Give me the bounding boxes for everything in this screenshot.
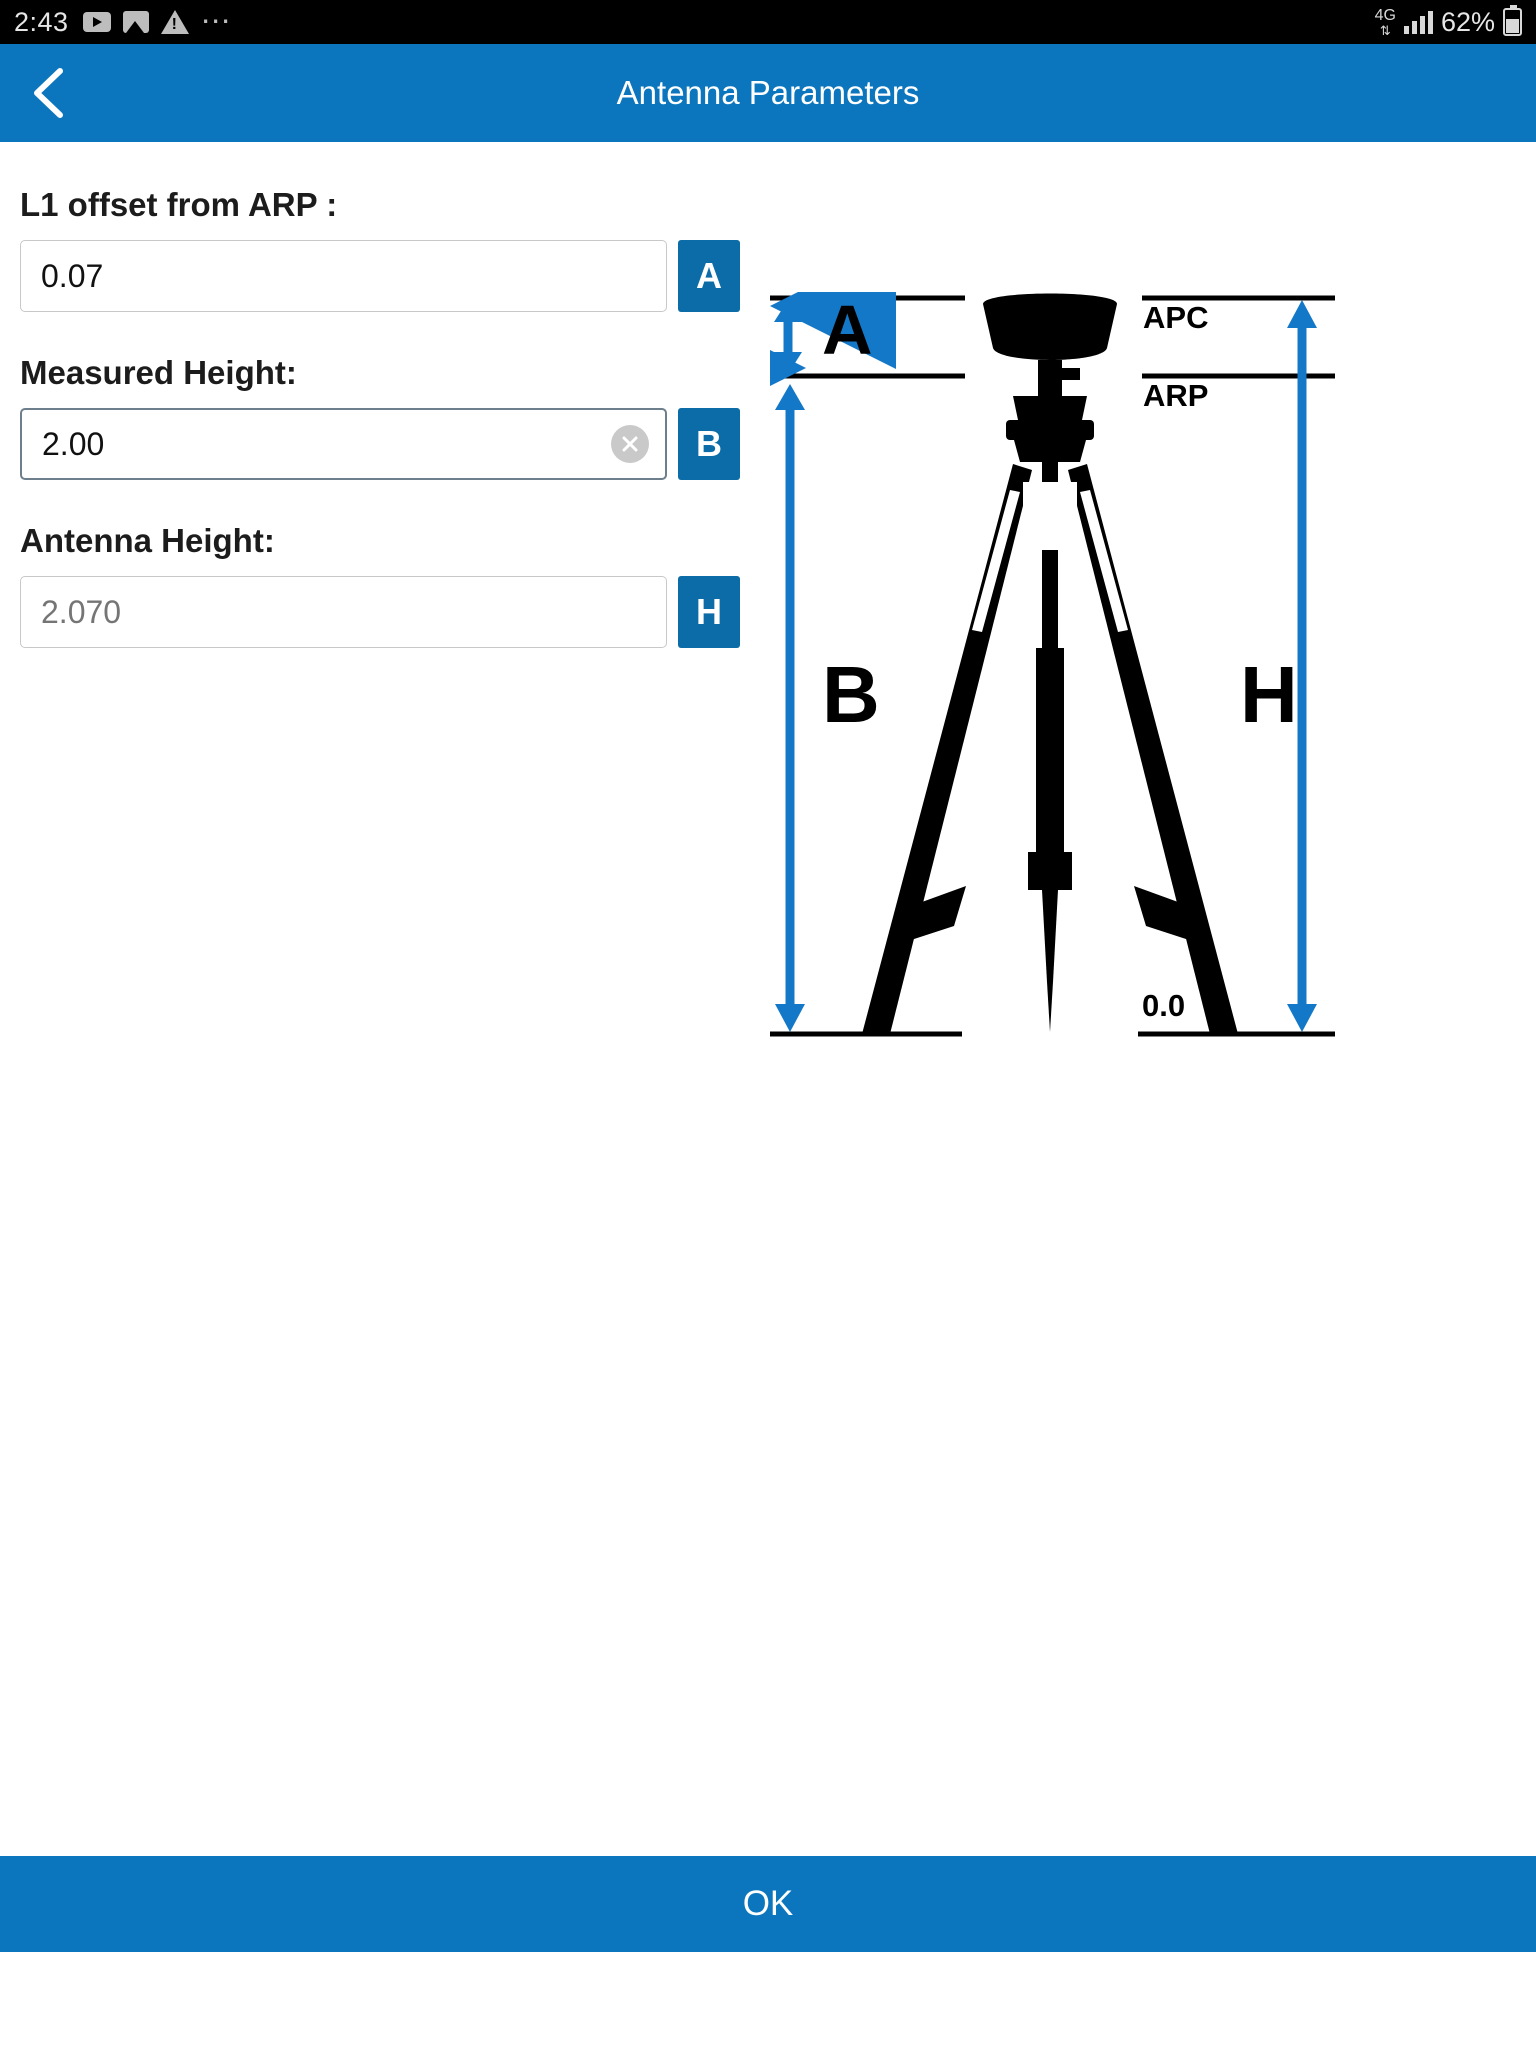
antenna-diagram-svg: [770, 292, 1510, 1082]
status-bar: [0, 0, 1536, 44]
l1-offset-input[interactable]: [20, 240, 667, 312]
clear-icon[interactable]: [611, 425, 649, 463]
measured-height-tag: B: [678, 408, 740, 480]
back-button[interactable]: [18, 61, 82, 125]
network-type-label: 4G: [1374, 6, 1396, 24]
antenna-height-input: [20, 576, 667, 648]
arp-label: ARP: [1143, 378, 1209, 413]
h-label: H: [1240, 650, 1298, 739]
apc-label: APC: [1143, 300, 1209, 335]
l1-offset-row: [20, 240, 740, 312]
antenna-height-input-wrap: [20, 576, 667, 648]
image-icon: [123, 11, 149, 33]
warning-icon: [161, 10, 189, 34]
app-bar: [0, 44, 1536, 142]
antenna-height-label: Antenna Height:: [20, 522, 275, 559]
data-arrows-icon: ⇅: [1379, 22, 1391, 38]
page-title: Antenna Parameters: [616, 74, 920, 111]
b-label: B: [822, 650, 880, 739]
measured-height-input[interactable]: [20, 408, 667, 480]
battery-percent: 62%: [1440, 6, 1495, 37]
antenna-height-row: [20, 576, 740, 648]
measured-height-input-wrap: [20, 408, 667, 480]
more-icon: ⋯: [200, 5, 234, 38]
network-type-icon: [1375, 8, 1396, 37]
antenna-height-tag: H: [678, 576, 740, 648]
content-area: [0, 142, 1536, 1952]
status-system-icons: [1375, 7, 1522, 38]
measured-height-label: Measured Height:: [20, 354, 297, 391]
l1-offset-tag: A: [678, 240, 740, 312]
battery-icon: [1503, 8, 1522, 36]
ok-button[interactable]: [0, 1856, 1536, 1952]
status-notification-icons: [83, 5, 234, 38]
ok-button-label: OK: [742, 1884, 794, 1923]
measured-height-row: [20, 408, 740, 480]
back-chevron-icon: [28, 65, 72, 121]
youtube-icon: [83, 12, 111, 32]
status-clock: 2:43: [14, 6, 69, 37]
l1-offset-label: L1 offset from ARP :: [20, 186, 338, 223]
signal-bars-icon: [1404, 10, 1433, 34]
antenna-parameters-form: [0, 142, 760, 690]
ground-value-label: 0.0: [1142, 988, 1186, 1023]
l1-offset-input-wrap: [20, 240, 667, 312]
antenna-diagram: [770, 292, 1510, 1082]
a-label: A: [822, 292, 873, 369]
